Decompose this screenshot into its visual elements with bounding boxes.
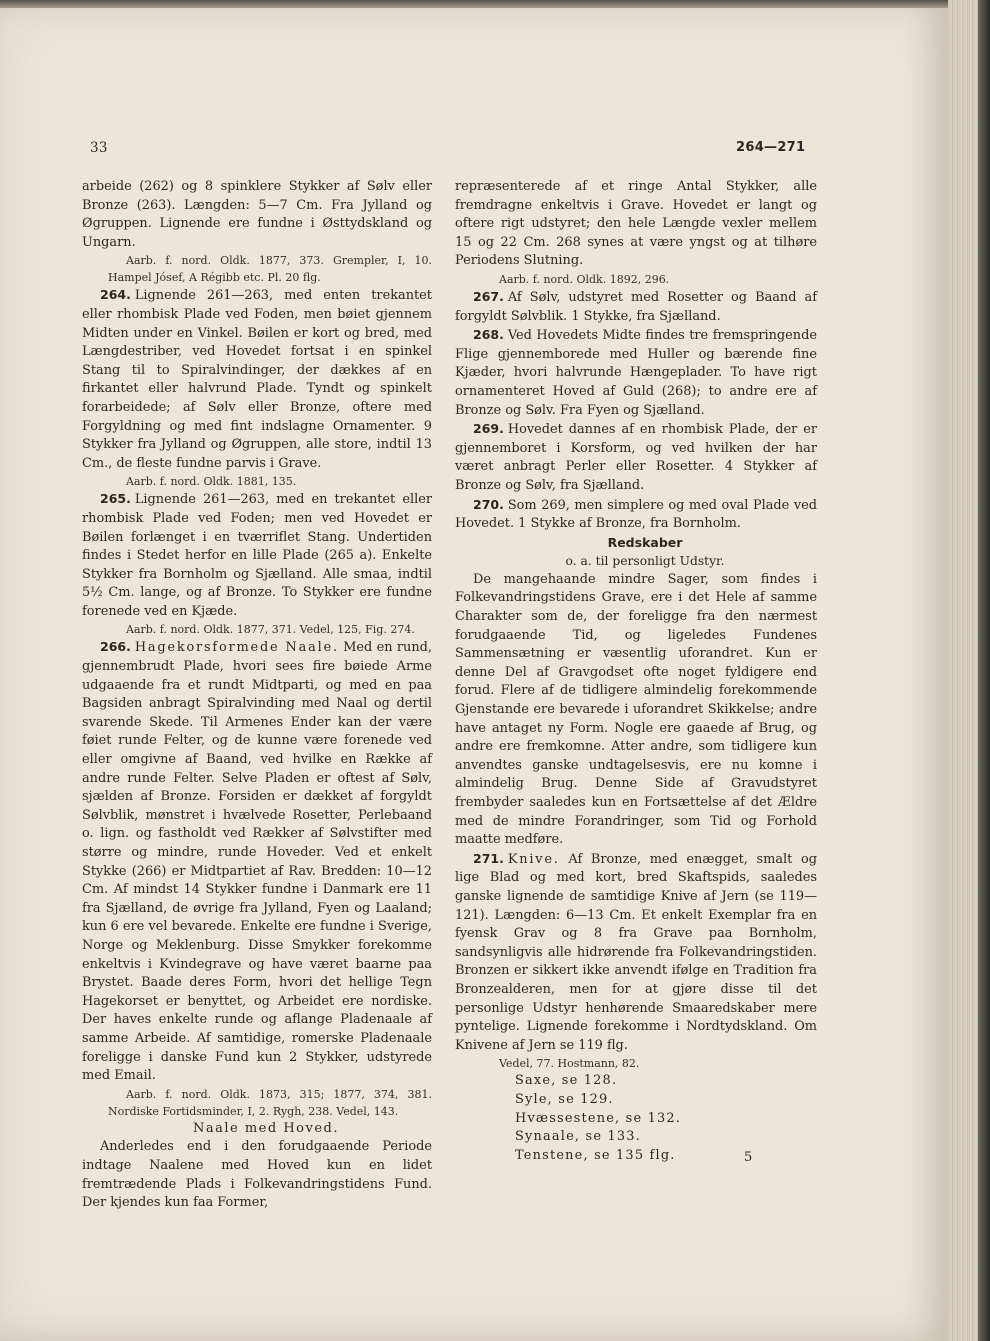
- reference-line: Aarb. f. nord. Oldk. 1877, 373. Grempler, I, 10. Hampel Jósef, A Régibb etc. Pl. 20 flg.: [108, 254, 432, 285]
- entry-text: Lignende 261—263, med en trekantet eller rhombisk Plade ved Foden; men ved Hovedet er Bøilen forlænget i en tværriflet Stang. Undertiden findes i Stedet herfor en lille Plade (265 a). Enkelte Stykker fra Bornholm og Sjælland. Alle smaa, indtil 5½ Cm. lange, og af Bronze. To Stykker ere fundne forenede ved en Kjæde.: [82, 492, 432, 619]
- paragraph-continued: repræsenterede af et ringe Antal Stykker, alle fremdragne enkeltvis i Grave. Hovedet er langt og oftere rigt udstyret; den hele Længde vexler mellem 15 og 22 Cm. 268 synes at være yngst og at tilhøre Periodens Slutning.: [455, 179, 817, 269]
- reference-line: Aarb. f. nord. Oldk. 1877, 371. Vedel, 125, Fig. 274.: [126, 623, 415, 637]
- entry-number: 266.: [100, 639, 131, 655]
- entry-267: [455, 288, 817, 326]
- cross-reference-item: Hvæssestene, se 132.: [515, 1110, 682, 1126]
- entry-number: 265.: [100, 491, 131, 507]
- right-column: [455, 178, 817, 1165]
- entry-number: 268.: [473, 327, 504, 343]
- page-top-shadow: [0, 0, 948, 8]
- paragraph-continued: arbeide (262) og 8 spinklere Stykker af Sølv eller Bronze (263). Længden: 5—7 Cm. Fra Jylland og Øgruppen. Lignende ere fundne i Østtydskland og Ungarn.: [82, 179, 432, 250]
- entry-number: 269.: [473, 421, 504, 437]
- entry-number: 271.: [473, 850, 504, 866]
- entry-number: 270.: [473, 496, 504, 512]
- cross-reference-item: Synaale, se 133.: [515, 1129, 641, 1145]
- entry-265: [82, 490, 432, 621]
- section-heading: Redskaber: [607, 534, 683, 550]
- reference-line: Aarb. f. nord. Oldk. 1881, 135.: [126, 475, 297, 489]
- cross-reference-item: Saxe, se 128.: [515, 1073, 618, 1089]
- entry-266: [82, 638, 432, 1085]
- paragraph: Anderledes end i den forudgaaende Periode indtage Naalene med Hoved kun en lidet fremtrædende Plads i Folkevandringstidens Fund. Der kjendes kun faa Former,: [82, 1139, 432, 1211]
- book-page-edges: [948, 0, 990, 1341]
- entry-270: [455, 496, 817, 534]
- entry-271: [455, 850, 817, 1056]
- cross-reference-item: Syle, se 129.: [515, 1091, 614, 1107]
- section-heading: Naale med Hoved.: [193, 1120, 339, 1136]
- section-subheading: o. a. til personligt Udstyr.: [565, 554, 725, 569]
- entry-title: Knive.: [507, 851, 560, 867]
- entry-text: Af Bronze, med enægget, smalt og lige Blad og med kort, bred Skaftspids, saaledes ganske lignende de samtidige Knive af Jern (se 119—121). Længden: 6—13 Cm. Et enkelt Exemplar fra en fyensk Grav og 8 fra Grave paa Bornholm, sandsynligvis alle hidrørende fra Folkevandringstiden. Bronzen er sikkert ikke anvendt ifølge en Tradition fra Bronzealderen, men for at gjøre disse til det personlige Udstyr henhørende Smaaredskaber mere pyntelige. Lignende forekomme i Nordtydskland. Om Knivene af Jern se 119 flg.: [455, 851, 817, 1053]
- page-number: 33: [90, 140, 108, 156]
- entry-text: Af Sølv, udstyret med Rosetter og Baand af forgyldt Sølvblik. 1 Stykke, fra Sjælland.: [455, 289, 817, 324]
- reference-line: Vedel, 77. Hostmann, 82.: [499, 1057, 640, 1071]
- entry-number: 267.: [473, 288, 504, 304]
- reference-line: Aarb. f. nord. Oldk. 1873, 315; 1877, 374, 381. Nordiske Fortidsminder, I, 2. Rygh, 238. Vedel, 143.: [108, 1087, 432, 1118]
- entry-text: Hovedet dannes af en rhombisk Plade, der er gjennemboret i Korsform, og ved hvilken der har været anbragt Perler eller Rosetter. 4 Stykker af Bronze og Sølv, fra Sjælland.: [455, 422, 817, 493]
- entry-range: 264—271: [736, 140, 806, 155]
- entry-title: Hagekorsformede Naale.: [134, 640, 339, 656]
- entry-number: 264.: [100, 287, 131, 303]
- cross-reference-item: Tenstene, se 135 flg.: [515, 1147, 676, 1163]
- entry-text: Lignende 261—263, med enten trekantet eller rhombisk Plade ved Foden, men bøiet gjennem Midten under en Vinkel. Bøilen er kort og bred, med Længdestriber, ved Hovedet fortsat i en spinkel Stang til to Spiralvindinger, der dækkes af en firkantet eller halvrund Plade. Tyndt og spinkelt forarbeidede; af Sølv eller Bronze, oftere med Forgyldning og med fint indslagne Ornamenter. 9 Stykker fra Jylland og Øgruppen, alle store, indtil 13 Cm., de fleste fundne parvis i Grave.: [82, 288, 432, 471]
- entry-text: Ved Hovedets Midte findes tre fremspringende Flige gjennemborede med Huller og bærende fine Kjæder, hvori halvrunde Hængeplader. To have rigt ornamenteret Hoved af Guld (268); to andre ere af Bronze og Sølv. Fra Fyen og Sjælland.: [455, 328, 817, 418]
- left-column: [82, 178, 432, 1213]
- entry-text: Med en rund, gjennembrudt Plade, hvori sees fire bøiede Arme udgaaende fra et rundt Midtparti, og med en paa Bagsiden anbragt Spiralvinding med Naal og dertil svarende Skede. Til Armenes Ender kan der være føiet runde Felter, og de kunne være forenede ved eller omgivne af Baand, ved hvilke en Række af andre runde Felter. Selve Pladen er oftest af Sølv, sjælden af Bronze. Forsiden er dækket af forgyldt Sølvblik, mønstret i hvælvede Rosetter, Perlebaand o. lign. og fastholdt ved Rækker af Sølvstifter med større og mindre, runde Hoveder. Ved et enkelt Stykke (266) er Midtpartiet af Rav. Bredden: 10—12 Cm. Af mindst 14 Stykker fundne i Danmark ere 11 fra Sjælland, de øvrige fra Jylland, Fyen og Laaland; kun 6 ere vel bevarede. Enkelte ere fundne i Sverige, Norge og Meklenburg. Disse Smykker forekomme enkeltvis i Kvindegrave og have været baarne paa Brystet. Baade deres Form, hvori det hellige Tegn Hagekorset er benyttet, og Arbeidet ere nordiske. Der haves enkelte runde og aflange Pladenaale af samme Arbeide. Af samtidige, romerske Pladenaale foreligge i danske Fund kun 2 Stykker, udstyrede med Email.: [82, 640, 432, 1084]
- reference-line: Aarb. f. nord. Oldk. 1892, 296.: [499, 272, 670, 286]
- paragraph: De mangehaande mindre Sager, som findes i Folkevandringstidens Grave, ere i det Hele af samme Charakter som de, der foreligge fra den nærmest forudgaaende Tid, og ligeledes Fundenes Sammensætning er væsentlig uforandret. Kun er denne Del af Gravgodset ofte noget fyldigere end forud. Flere af de tidligere almindelig forekommende Gjenstande ere bevarede i uforandret Skikkelse; andre have antaget ny Form. Nogle ere gaaede af Brug, og andre ere fremkomne. Atter andre, som tidligere kun anvendtes ganske undtagelsesvis, ere nu komne i almindelig Brug. Denne Side af Gravudstyret frembyder saaledes kun en Fortsættelse af det Ældre med de mindre Forandringer, som Tid og Forhold maatte medføre.: [455, 571, 817, 848]
- entry-264: [82, 286, 432, 473]
- entry-269: [455, 420, 817, 495]
- entry-268: [455, 326, 817, 420]
- signature-mark: 5: [744, 1150, 753, 1165]
- entry-text: Som 269, men simplere og med oval Plade ved Hovedet. 1 Stykke af Bronze, fra Bornholm.: [455, 497, 817, 532]
